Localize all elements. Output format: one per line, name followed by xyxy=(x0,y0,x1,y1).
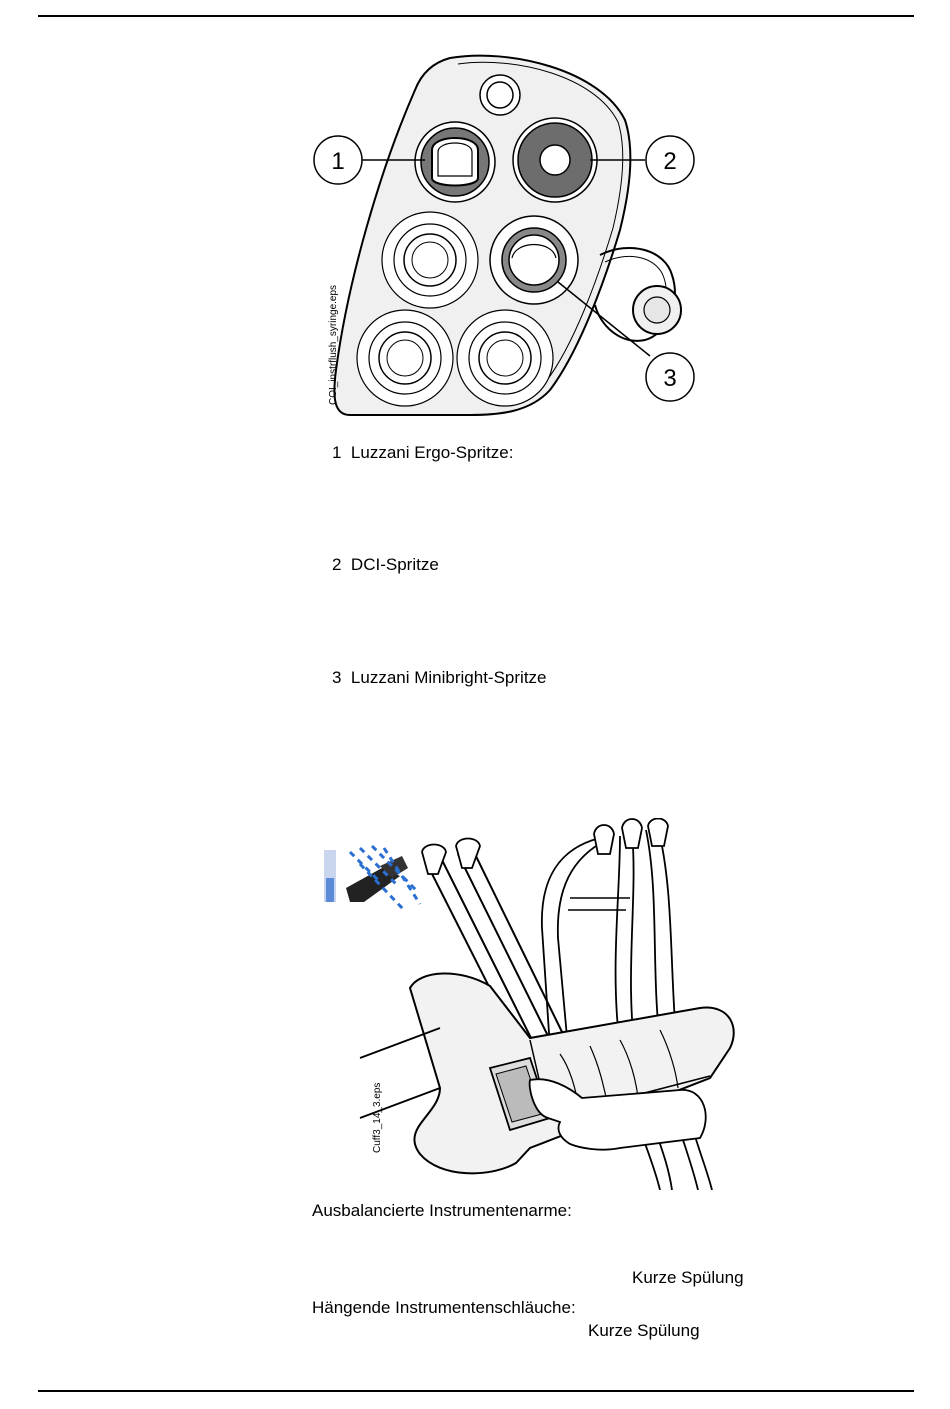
legend-number-3: 3 xyxy=(332,668,342,687)
legend-item-2 xyxy=(332,555,439,575)
empty-socket-3 xyxy=(457,310,553,406)
legend-text-2: DCI-Spritze xyxy=(350,555,439,574)
legend-number-1: 1 xyxy=(332,443,342,462)
balanced-arms-heading: Ausbalancierte Instrumentenarme: xyxy=(312,1201,572,1220)
figure2-filename: Cuff3_14_3.eps xyxy=(372,1082,383,1153)
empty-socket-1 xyxy=(382,212,478,308)
callout-2-number: 2 xyxy=(663,148,677,175)
legend-text-1: Luzzani Ergo-Spritze: xyxy=(350,443,514,462)
legend-item-3 xyxy=(332,668,547,688)
short-flush-reference-1: Kurze Spülung xyxy=(632,1268,744,1287)
flush-spray-icon xyxy=(324,846,420,910)
empty-socket-2 xyxy=(357,310,453,406)
instrument-arms-figure xyxy=(320,818,750,1190)
footer-rule xyxy=(38,1390,914,1392)
callout-3-number: 3 xyxy=(663,365,677,392)
short-flush-reference-2: Kurze Spülung xyxy=(588,1321,700,1340)
legend-number-2: 2 xyxy=(332,555,342,574)
hanging-hoses-heading: Hängende Instrumentenschläuche: xyxy=(312,1298,576,1317)
header-rule xyxy=(38,15,914,17)
figure1-filename: COI_instrflush_syringe.eps xyxy=(328,284,339,405)
syringe-holder-figure xyxy=(300,50,710,420)
callout-1-number: 1 xyxy=(331,148,345,175)
legend-text-3: Luzzani Minibright-Spritze xyxy=(350,668,547,687)
legend-item-1 xyxy=(332,443,513,463)
